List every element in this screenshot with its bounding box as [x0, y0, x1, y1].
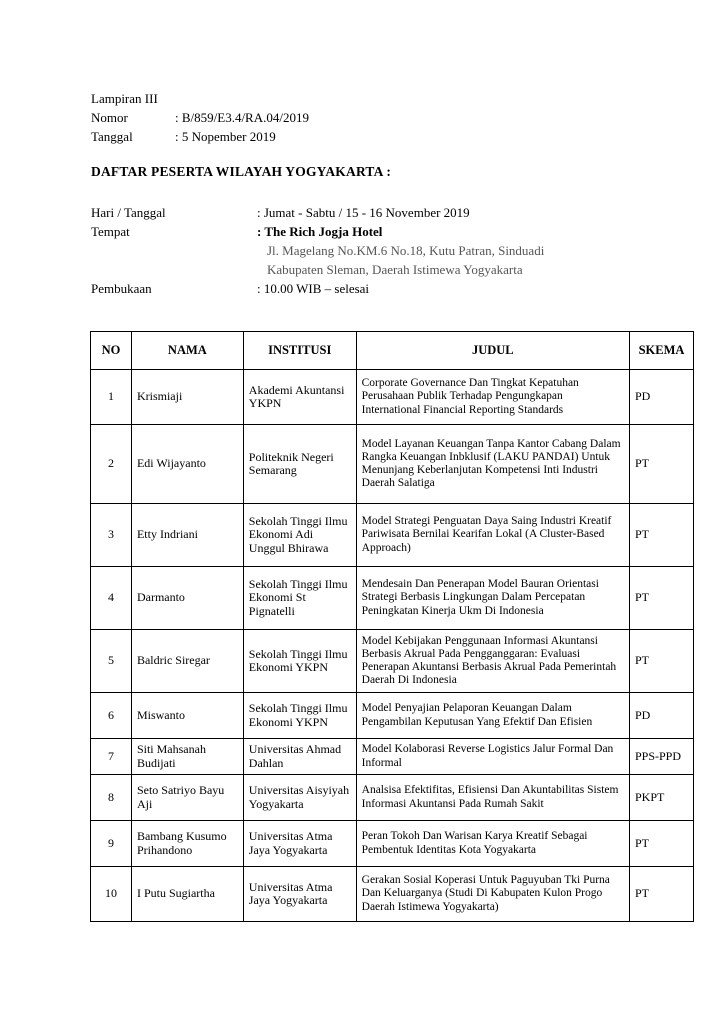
nomor-row [91, 108, 309, 127]
cell-no: 5 [91, 630, 132, 693]
cell-judul: Corporate Governance Dan Tingkat Kepatuhan Perusahaan Publik Terhadap Pengungkapan International Financial Reporting Standards [356, 370, 629, 425]
cell-skema: PT [629, 567, 693, 630]
cell-judul: Mendesain Dan Penerapan Model Bauran Orientasi Strategi Berbasis Lingkungan Dalam Percepatan Peningkatan Kinerja Ukm Di Indonesia [356, 567, 629, 630]
cell-skema: PT [629, 504, 693, 567]
table-row [91, 867, 694, 922]
address-row-2 [91, 260, 544, 279]
pembukaan-label: Pembukaan [91, 281, 152, 296]
cell-no: 9 [91, 821, 132, 867]
cell-nama: Etty Indriani [131, 504, 243, 567]
pembukaan-row [91, 279, 544, 298]
tanggal-value: : 5 Nopember 2019 [175, 129, 276, 144]
cell-no: 3 [91, 504, 132, 567]
cell-institusi: Sekolah Tinggi Ilmu Ekonomi St Pignatelli [243, 567, 356, 630]
cell-no: 1 [91, 370, 132, 425]
hari-label: Hari / Tanggal [91, 205, 166, 220]
cell-judul: Model Kebijakan Penggunaan Informasi Akuntansi Berbasis Akrual Pada Pengganggaran: Evaluasi Penerapan Akuntansi Berbasis Akrual Pada Pemerintah Daerah Di Indonesia [356, 630, 629, 693]
cell-no: 10 [91, 867, 132, 922]
table-row [91, 567, 694, 630]
cell-institusi: Universitas Aisyiyah Yogyakarta [243, 775, 356, 821]
table-row [91, 775, 694, 821]
cell-institusi: Universitas Ahmad Dahlan [243, 739, 356, 775]
tanggal-row [91, 127, 309, 146]
address-row-1 [91, 241, 544, 260]
table-row [91, 693, 694, 739]
event-details [91, 203, 544, 298]
column-header-judul: JUDUL [356, 332, 629, 370]
hari-value: : Jumat - Sabtu / 15 - 16 November 2019 [257, 205, 470, 220]
column-header-skema: SKEMA [629, 332, 693, 370]
cell-skema: PT [629, 630, 693, 693]
document-heading: DAFTAR PESERTA WILAYAH YOGYAKARTA : [91, 164, 392, 179]
table-row [91, 370, 694, 425]
cell-judul: Model Strategi Penguatan Daya Saing Industri Kreatif Pariwisata Bernilai Kearifan Lokal (A Cluster-Based Approach) [356, 504, 629, 567]
table-row [91, 739, 694, 775]
tempat-value: : The Rich Jogja Hotel [257, 224, 383, 239]
cell-judul: Peran Tokoh Dan Warisan Karya Kreatif Sebagai Pembentuk Identitas Kota Yogyakarta [356, 821, 629, 867]
cell-judul: Model Penyajian Pelaporan Keuangan Dalam Pengambilan Keputusan Yang Efektif Dan Efisien [356, 693, 629, 739]
address-line-1: Jl. Magelang No.KM.6 No.18, Kutu Patran, Sinduadi [267, 243, 545, 258]
cell-skema: PT [629, 821, 693, 867]
letter-metadata [91, 89, 309, 146]
cell-nama: Miswanto [131, 693, 243, 739]
nomor-value: : B/859/E3.4/RA.04/2019 [175, 110, 309, 125]
cell-judul: Gerakan Sosial Koperasi Untuk Paguyuban Tki Purna Dan Keluarganya (Studi Di Kabupaten Kulon Progo Daerah Istimewa Yogyakarta) [356, 867, 629, 922]
table-row [91, 425, 694, 504]
cell-nama: Krismiaji [131, 370, 243, 425]
cell-no: 7 [91, 739, 132, 775]
table-row [91, 504, 694, 567]
participant-table [90, 331, 694, 922]
cell-no: 6 [91, 693, 132, 739]
cell-nama: Bambang Kusumo Prihandono [131, 821, 243, 867]
cell-institusi: Sekolah Tinggi Ilmu Ekonomi YKPN [243, 693, 356, 739]
column-header-institusi: INSTITUSI [243, 332, 356, 370]
pembukaan-value: : 10.00 WIB – selesai [257, 281, 370, 296]
cell-institusi: Politeknik Negeri Semarang [243, 425, 356, 504]
cell-institusi: Universitas Atma Jaya Yogyakarta [243, 821, 356, 867]
cell-skema: PPS-PPD [629, 739, 693, 775]
table-row [91, 630, 694, 693]
cell-no: 8 [91, 775, 132, 821]
table-header-row [91, 332, 694, 370]
nomor-label: Nomor [91, 110, 128, 125]
cell-institusi: Akademi Akuntansi YKPN [243, 370, 356, 425]
lampiran-label: Lampiran III [91, 91, 158, 106]
cell-institusi: Sekolah Tinggi Ilmu Ekonomi Adi Unggul Bhirawa [243, 504, 356, 567]
cell-no: 4 [91, 567, 132, 630]
column-header-nama: NAMA [131, 332, 243, 370]
column-header-no: NO [91, 332, 132, 370]
cell-skema: PT [629, 867, 693, 922]
cell-skema: PT [629, 425, 693, 504]
cell-nama: I Putu Sugiartha [131, 867, 243, 922]
cell-judul: Model Layanan Keuangan Tanpa Kantor Cabang Dalam Rangka Keuangan Inbklusif (LAKU PANDAI) Untuk Menunjang Keberlanjutan Kompetensi Inti Industri Daerah Salatiga [356, 425, 629, 504]
cell-skema: PD [629, 370, 693, 425]
cell-judul: Analsisa Efektifitas, Efisiensi Dan Akuntabilitas Sistem Informasi Akuntansi Pada Rumah Sakit [356, 775, 629, 821]
cell-nama: Edi Wijayanto [131, 425, 243, 504]
cell-institusi: Universitas Atma Jaya Yogyakarta [243, 867, 356, 922]
cell-nama: Darmanto [131, 567, 243, 630]
cell-nama: Baldric Siregar [131, 630, 243, 693]
tempat-label: Tempat [91, 224, 130, 239]
tempat-row [91, 222, 544, 241]
cell-no: 2 [91, 425, 132, 504]
cell-skema: PD [629, 693, 693, 739]
cell-institusi: Sekolah Tinggi Ilmu Ekonomi YKPN [243, 630, 356, 693]
tanggal-label: Tanggal [91, 129, 133, 144]
table-row [91, 821, 694, 867]
cell-skema: PKPT [629, 775, 693, 821]
hari-row [91, 203, 544, 222]
cell-nama: Seto Satriyo Bayu Aji [131, 775, 243, 821]
cell-judul: Model Kolaborasi Reverse Logistics Jalur Formal Dan Informal [356, 739, 629, 775]
address-line-2: Kabupaten Sleman, Daerah Istimewa Yogyakarta [267, 262, 523, 277]
cell-nama: Siti Mahsanah Budijati [131, 739, 243, 775]
